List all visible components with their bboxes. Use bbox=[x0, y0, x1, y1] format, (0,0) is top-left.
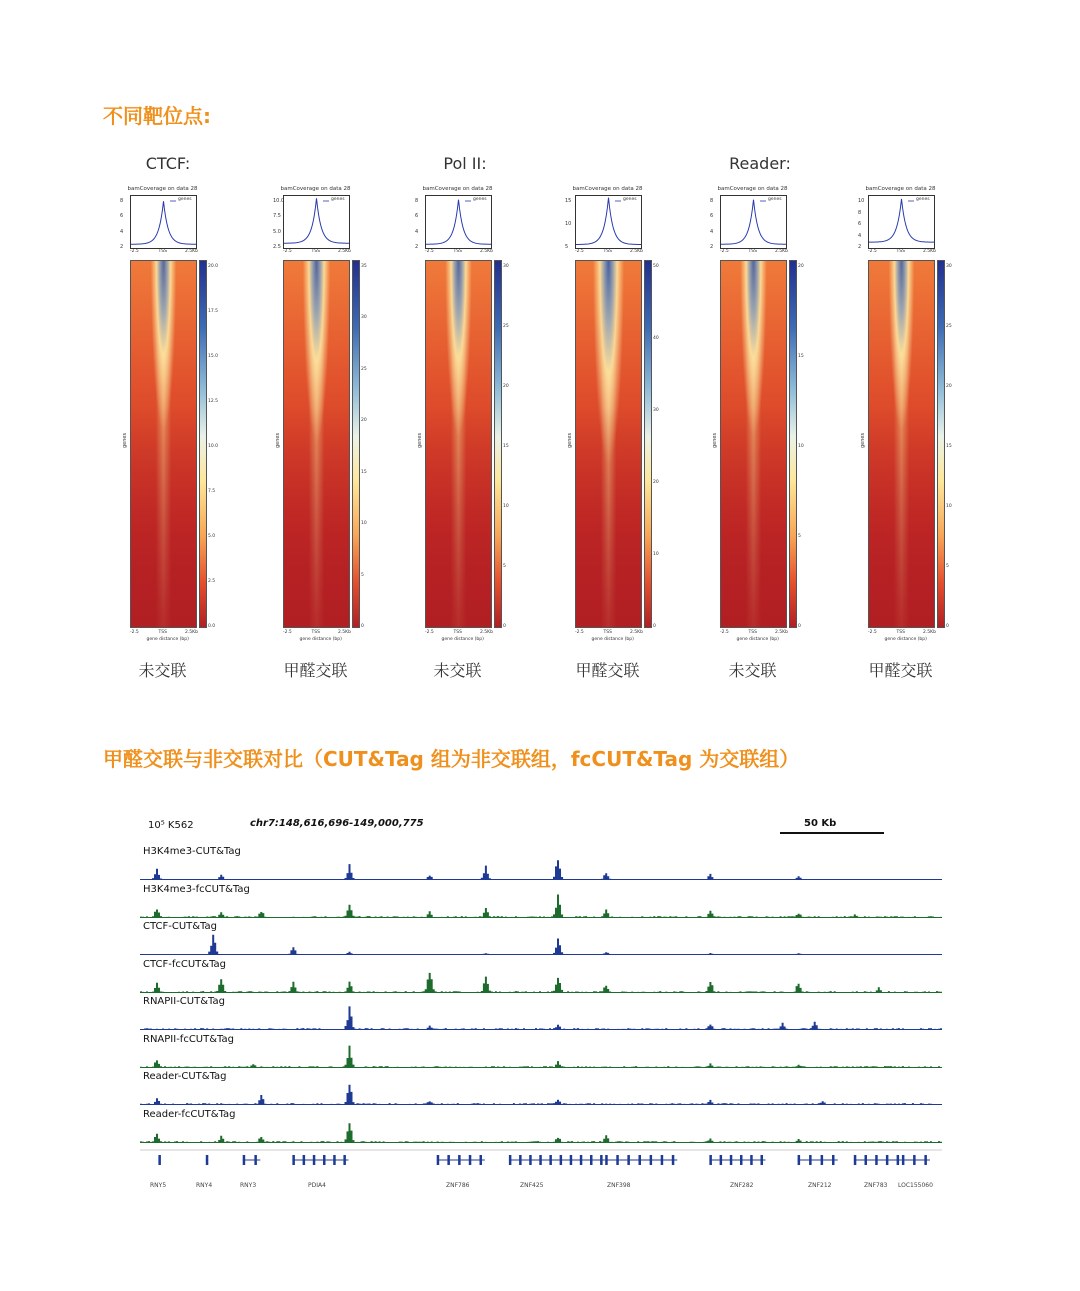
gene-exon bbox=[865, 1155, 868, 1165]
track-label: Reader-fcCUT&Tag bbox=[143, 1108, 236, 1120]
gene-exon bbox=[897, 1155, 900, 1165]
colorbar-tick: 25 bbox=[361, 366, 367, 372]
gene-exon bbox=[590, 1155, 593, 1165]
gene-exon bbox=[509, 1155, 512, 1165]
gene-exon bbox=[913, 1155, 916, 1165]
gene-exon bbox=[709, 1155, 712, 1165]
profile-xtick: -2.5 bbox=[425, 249, 434, 254]
heatmap-xtick: -2.5 bbox=[425, 630, 434, 635]
profile-line bbox=[426, 200, 491, 245]
heatmap-xtick: TSS bbox=[453, 630, 462, 635]
profile-plot bbox=[425, 195, 492, 249]
colorbar-tick: 15.0 bbox=[208, 354, 219, 359]
colorbar-tick: 20 bbox=[946, 384, 952, 389]
colorbar-tick: 0 bbox=[361, 624, 364, 629]
section-title-targets: 不同靶位点: bbox=[103, 104, 211, 128]
gene-exon bbox=[539, 1155, 542, 1165]
heatmap-ylabel: genes bbox=[860, 432, 866, 448]
gene-exon bbox=[323, 1155, 326, 1165]
gene-exon bbox=[605, 1155, 608, 1165]
colorbar-tick: 5 bbox=[946, 564, 949, 569]
gene-exon bbox=[480, 1155, 483, 1165]
profile-svg bbox=[426, 196, 491, 248]
gene-exon bbox=[254, 1155, 257, 1165]
gene-exon bbox=[875, 1155, 878, 1165]
heatmap-body bbox=[283, 260, 350, 628]
colorbar-tick: 10 bbox=[946, 504, 952, 509]
signal-area bbox=[140, 894, 942, 918]
gene-exon bbox=[600, 1155, 603, 1165]
profile-ytick: 15 bbox=[565, 198, 572, 204]
profile-xtick: TSS bbox=[453, 249, 462, 254]
colorbar-tick: 5.0 bbox=[208, 534, 216, 539]
heatmap-fade bbox=[576, 261, 641, 627]
heatmap-xlabel: gene distance (bp) bbox=[146, 637, 189, 642]
gene-label: ZNF398 bbox=[607, 1182, 631, 1189]
profile-line bbox=[576, 198, 641, 245]
gene-label: ZNF783 bbox=[864, 1182, 888, 1189]
heatmap-body bbox=[130, 260, 197, 628]
heatmap-xtick: -2.5 bbox=[720, 630, 729, 635]
heatmap-xtick: -2.5 bbox=[283, 630, 292, 635]
gene-exon bbox=[720, 1155, 723, 1165]
gene-label: LOC155060 bbox=[898, 1182, 933, 1189]
signal-track-1 bbox=[140, 854, 942, 880]
profile-ytick: 2 bbox=[710, 244, 714, 250]
profile-ytick: 2 bbox=[858, 244, 862, 250]
gene-label: PDIA4 bbox=[308, 1182, 326, 1189]
signal-track-8 bbox=[140, 1117, 942, 1143]
profile-plot bbox=[130, 195, 197, 249]
colorbar-tick: 10 bbox=[503, 504, 509, 509]
profile-ytick: 6 bbox=[710, 213, 714, 220]
gene-exon bbox=[924, 1155, 927, 1165]
group-title-ctcf: CTCF: bbox=[145, 154, 191, 173]
colorbar-tick: 15 bbox=[503, 444, 509, 449]
heatmap-xlabel: gene distance (bp) bbox=[884, 637, 927, 642]
gene-exon bbox=[740, 1155, 743, 1165]
heatmap-xtick: 2.5Kb bbox=[923, 630, 936, 635]
heatmap-xtick: 2.5Kb bbox=[480, 630, 493, 635]
colorbar-tick: 15 bbox=[798, 354, 804, 359]
gene-exon bbox=[158, 1155, 161, 1165]
profile-ytick: 2 bbox=[415, 244, 419, 250]
profile-xtick: 2.5Kb bbox=[923, 249, 936, 254]
profile-line bbox=[131, 201, 196, 244]
gene-exon bbox=[639, 1155, 642, 1165]
genome-browser-tracks bbox=[140, 812, 942, 1202]
legend-label: genes bbox=[473, 197, 487, 202]
gene-exon bbox=[809, 1155, 812, 1165]
profile-xtick: TSS bbox=[158, 249, 167, 254]
colorbar bbox=[199, 260, 207, 628]
profile-ytick: 2 bbox=[120, 244, 124, 250]
heatmap-fade bbox=[721, 261, 786, 627]
condition-label: 未交联 bbox=[433, 661, 482, 680]
heatmap-fade bbox=[284, 261, 349, 627]
signal-area bbox=[140, 972, 942, 992]
heatmap-xtick: -2.5 bbox=[130, 630, 139, 635]
colorbar-tick: 20.0 bbox=[208, 264, 219, 269]
profile-xtick: 2.5Kb bbox=[338, 249, 351, 254]
gene-exon bbox=[821, 1155, 824, 1165]
colorbar-tick: 5 bbox=[361, 572, 364, 578]
gene-exon bbox=[854, 1155, 857, 1165]
colorbar-tick: 0.0 bbox=[208, 624, 216, 629]
colorbar-tick: 10 bbox=[653, 552, 659, 557]
legend-label: genes bbox=[331, 197, 345, 202]
heatmap-ylabel: genes bbox=[275, 432, 281, 448]
condition-label: 未交联 bbox=[138, 661, 187, 680]
cell-line-label: 10⁵ K562 bbox=[148, 820, 194, 831]
condition-label: 甲醛交联 bbox=[868, 661, 933, 680]
group-title-reader: Reader: bbox=[729, 154, 791, 173]
heatmap-xtick: -2.5 bbox=[575, 630, 584, 635]
colorbar-tick: 25 bbox=[503, 324, 509, 329]
heatmap-xtick: TSS bbox=[158, 630, 167, 635]
signal-area bbox=[140, 1123, 942, 1143]
profile-plot bbox=[720, 195, 787, 249]
gene-exon bbox=[730, 1155, 733, 1165]
colorbar-tick: 0 bbox=[653, 624, 656, 629]
colorbar-tick: 0 bbox=[503, 624, 506, 629]
gene-annotation-track bbox=[140, 1149, 942, 1171]
profile-ytick: 8 bbox=[120, 198, 124, 204]
profile-ytick: 6 bbox=[858, 221, 862, 227]
heatmap-ylabel: genes bbox=[712, 432, 718, 448]
colorbar-tick: 10 bbox=[798, 444, 804, 449]
colorbar bbox=[494, 260, 502, 628]
legend-label: genes bbox=[623, 197, 637, 202]
condition-label: 未交联 bbox=[728, 661, 777, 680]
profile-xtick: -2.5 bbox=[130, 249, 139, 254]
profile-ytick: 4 bbox=[120, 228, 124, 235]
condition-label: 甲醛交联 bbox=[575, 661, 640, 680]
profile-line bbox=[721, 200, 786, 245]
colorbar-tick: 30 bbox=[946, 264, 952, 269]
gene-exon bbox=[832, 1155, 835, 1165]
colorbar-tick: 20 bbox=[503, 384, 509, 389]
gene-exon bbox=[661, 1155, 664, 1165]
signal-area bbox=[140, 860, 942, 880]
gene-exon bbox=[549, 1155, 552, 1165]
profile-ytick: 10.0 bbox=[273, 198, 285, 204]
signal-track-5 bbox=[140, 1004, 942, 1030]
profile-ytick: 4 bbox=[858, 232, 862, 239]
gene-label: RNY3 bbox=[240, 1182, 257, 1189]
heatmap-body bbox=[720, 260, 787, 628]
colorbar-tick: 0 bbox=[798, 624, 801, 629]
heatmap-xtick: 2.5Kb bbox=[775, 630, 788, 635]
track-label: CTCF-CUT&Tag bbox=[143, 921, 217, 932]
colorbar-tick: 50 bbox=[653, 264, 659, 269]
colorbar-tick: 17.5 bbox=[208, 309, 219, 314]
colorbar-tick: 15 bbox=[946, 444, 952, 449]
gene-label: ZNF425 bbox=[520, 1182, 544, 1189]
panel-title: bamCoverage on data 28 bbox=[280, 186, 351, 192]
colorbar bbox=[789, 260, 797, 628]
signal-area bbox=[140, 1085, 942, 1105]
profile-xtick: -2.5 bbox=[720, 249, 729, 254]
heatmap-body bbox=[868, 260, 935, 628]
heatmap-xtick: 2.5Kb bbox=[185, 630, 198, 635]
profile-xtick: 2.5Kb bbox=[185, 249, 198, 254]
colorbar-tick: 15 bbox=[361, 469, 367, 475]
track-label: CTCF-fcCUT&Tag bbox=[143, 958, 227, 970]
gene-exon bbox=[458, 1155, 461, 1165]
colorbar-tick: 30 bbox=[653, 408, 659, 413]
panel-title: bamCoverage on data 28 bbox=[422, 186, 493, 192]
signal-track-6 bbox=[140, 1042, 942, 1068]
profile-svg bbox=[284, 196, 349, 248]
group-title-pol2: Pol II: bbox=[443, 154, 487, 173]
gene-exon bbox=[313, 1155, 316, 1165]
colorbar-tick: 20 bbox=[798, 264, 804, 269]
section-title-comparison: 甲醛交联与非交联对比（CUT&Tag 组为非交联组，fcCUT&Tag 为交联组） bbox=[103, 747, 800, 771]
profile-svg bbox=[869, 196, 934, 248]
heatmap-xlabel: gene distance (bp) bbox=[736, 637, 779, 642]
colorbar-tick: 20 bbox=[653, 480, 659, 485]
profile-ytick: 8 bbox=[415, 198, 419, 204]
signal-area bbox=[140, 1045, 942, 1067]
profile-xtick: TSS bbox=[603, 249, 612, 254]
profile-plot bbox=[868, 195, 935, 249]
panel-title: bamCoverage on data 28 bbox=[572, 186, 643, 192]
gene-exon bbox=[750, 1155, 753, 1165]
profile-ytick: 10 bbox=[565, 221, 572, 227]
heatmap-ylabel: genes bbox=[417, 432, 423, 448]
gene-exon bbox=[343, 1155, 346, 1165]
profile-ytick: 2.5 bbox=[273, 244, 281, 250]
condition-label: 甲醛交联 bbox=[283, 661, 348, 680]
profile-line bbox=[869, 199, 934, 242]
gene-exon bbox=[560, 1155, 563, 1165]
signal-track-4 bbox=[140, 967, 942, 993]
heatmap-fade bbox=[426, 261, 491, 627]
colorbar bbox=[352, 260, 360, 628]
profile-ytick: 6 bbox=[415, 213, 419, 220]
profile-plot bbox=[575, 195, 642, 249]
profile-ytick: 10 bbox=[858, 198, 865, 204]
gene-exon bbox=[206, 1155, 209, 1165]
gene-exon bbox=[519, 1155, 522, 1165]
colorbar bbox=[937, 260, 945, 628]
panel-title: bamCoverage on data 28 bbox=[717, 186, 788, 192]
gene-exon bbox=[627, 1155, 630, 1165]
heatmap-xtick: TSS bbox=[603, 630, 612, 635]
heatmap-body bbox=[425, 260, 492, 628]
profile-ytick: 4 bbox=[415, 228, 419, 235]
profile-ytick: 4 bbox=[710, 228, 714, 235]
gene-exon bbox=[902, 1155, 905, 1165]
heatmap-xtick: 2.5Kb bbox=[630, 630, 643, 635]
gene-exon bbox=[886, 1155, 889, 1165]
colorbar-tick: 10.0 bbox=[208, 444, 219, 449]
gene-exon bbox=[761, 1155, 764, 1165]
colorbar-tick: 2.5 bbox=[208, 579, 216, 584]
signal-track-7 bbox=[140, 1079, 942, 1105]
heatmap-ylabel: genes bbox=[567, 432, 573, 448]
profile-xtick: 2.5Kb bbox=[775, 249, 788, 254]
colorbar-tick: 10 bbox=[361, 521, 367, 527]
profile-ytick: 8 bbox=[710, 198, 714, 204]
gene-exon bbox=[469, 1155, 472, 1165]
gene-label: ZNF282 bbox=[730, 1182, 754, 1189]
gene-exon bbox=[798, 1155, 801, 1165]
profile-ytick: 6 bbox=[120, 213, 124, 220]
heatmap-xtick: -2.5 bbox=[868, 630, 877, 635]
signal-track-3 bbox=[140, 929, 942, 955]
profile-svg bbox=[576, 196, 641, 248]
heatmap-xtick: TSS bbox=[311, 630, 320, 635]
legend-label: genes bbox=[916, 197, 930, 202]
gene-exon bbox=[570, 1155, 573, 1165]
gene-label: RNY4 bbox=[196, 1182, 213, 1189]
profile-xtick: 2.5Kb bbox=[630, 249, 643, 254]
gene-exon bbox=[672, 1155, 675, 1165]
gene-exon bbox=[447, 1155, 450, 1165]
heatmap-xlabel: gene distance (bp) bbox=[299, 637, 342, 642]
colorbar-tick: 30 bbox=[361, 315, 367, 321]
colorbar-tick: 30 bbox=[503, 264, 509, 269]
scale-bar bbox=[780, 832, 884, 834]
profile-ytick: 5 bbox=[565, 244, 569, 250]
gene-exon bbox=[243, 1155, 246, 1165]
gene-label: ZNF212 bbox=[808, 1182, 832, 1189]
gene-exon bbox=[529, 1155, 532, 1165]
colorbar-tick: 0 bbox=[946, 624, 949, 629]
gene-exon bbox=[650, 1155, 653, 1165]
legend-label: genes bbox=[768, 197, 782, 202]
track-label: RNAPII-fcCUT&Tag bbox=[143, 1033, 234, 1045]
colorbar-tick: 35 bbox=[361, 264, 367, 269]
track-label: RNAPII-CUT&Tag bbox=[143, 996, 225, 1007]
profile-line bbox=[284, 198, 349, 243]
gene-exon bbox=[303, 1155, 306, 1165]
heatmap-xtick: 2.5Kb bbox=[338, 630, 351, 635]
panel-title: bamCoverage on data 28 bbox=[127, 186, 198, 192]
heatmap-xtick: TSS bbox=[748, 630, 757, 635]
gene-label: ZNF786 bbox=[446, 1182, 470, 1189]
profile-ytick: 8 bbox=[858, 209, 862, 216]
colorbar-tick: 7.5 bbox=[208, 489, 216, 494]
locus-label: chr7:148,616,696-149,000,775 bbox=[250, 818, 424, 829]
profile-ytick: 5.0 bbox=[273, 228, 281, 235]
colorbar-tick: 5 bbox=[503, 564, 506, 569]
heatmap-xlabel: gene distance (bp) bbox=[441, 637, 484, 642]
profile-xtick: TSS bbox=[896, 249, 905, 254]
colorbar bbox=[644, 260, 652, 628]
colorbar-tick: 20 bbox=[361, 418, 367, 424]
gene-exon bbox=[333, 1155, 336, 1165]
heatmap-xtick: TSS bbox=[896, 630, 905, 635]
profile-svg bbox=[131, 196, 196, 248]
heatmap-fade bbox=[131, 261, 196, 627]
track-label: H3K4me3-CUT&Tag bbox=[143, 846, 241, 857]
gene-exon bbox=[580, 1155, 583, 1165]
legend-label: genes bbox=[178, 197, 192, 202]
track-label: Reader-CUT&Tag bbox=[143, 1071, 227, 1082]
panel-title: bamCoverage on data 28 bbox=[865, 186, 936, 192]
signal-track-2 bbox=[140, 892, 942, 918]
heatmap-xlabel: gene distance (bp) bbox=[591, 637, 634, 642]
colorbar-tick: 5 bbox=[798, 534, 801, 539]
profile-plot bbox=[283, 195, 350, 249]
profile-ytick: 7.5 bbox=[273, 213, 281, 220]
profile-xtick: 2.5Kb bbox=[480, 249, 493, 254]
gene-exon bbox=[437, 1155, 440, 1165]
gene-exon bbox=[292, 1155, 295, 1165]
profile-xtick: -2.5 bbox=[575, 249, 584, 254]
colorbar-tick: 40 bbox=[653, 336, 659, 341]
track-label: H3K4me3-fcCUT&Tag bbox=[143, 883, 250, 895]
gene-exon bbox=[616, 1155, 619, 1165]
profile-xtick: -2.5 bbox=[868, 249, 877, 254]
profile-xtick: TSS bbox=[748, 249, 757, 254]
scale-bar-label: 50 Kb bbox=[804, 818, 837, 829]
colorbar-tick: 25 bbox=[946, 324, 952, 329]
heatmap-ylabel: genes bbox=[122, 432, 128, 448]
signal-area bbox=[140, 935, 942, 955]
signal-area bbox=[140, 1006, 942, 1030]
colorbar-tick: 12.5 bbox=[208, 399, 219, 404]
gene-label: RNY5 bbox=[150, 1182, 167, 1189]
heatmap-fade bbox=[869, 261, 934, 627]
profile-xtick: TSS bbox=[311, 249, 320, 254]
heatmap-body bbox=[575, 260, 642, 628]
profile-svg bbox=[721, 196, 786, 248]
profile-xtick: -2.5 bbox=[283, 249, 292, 254]
